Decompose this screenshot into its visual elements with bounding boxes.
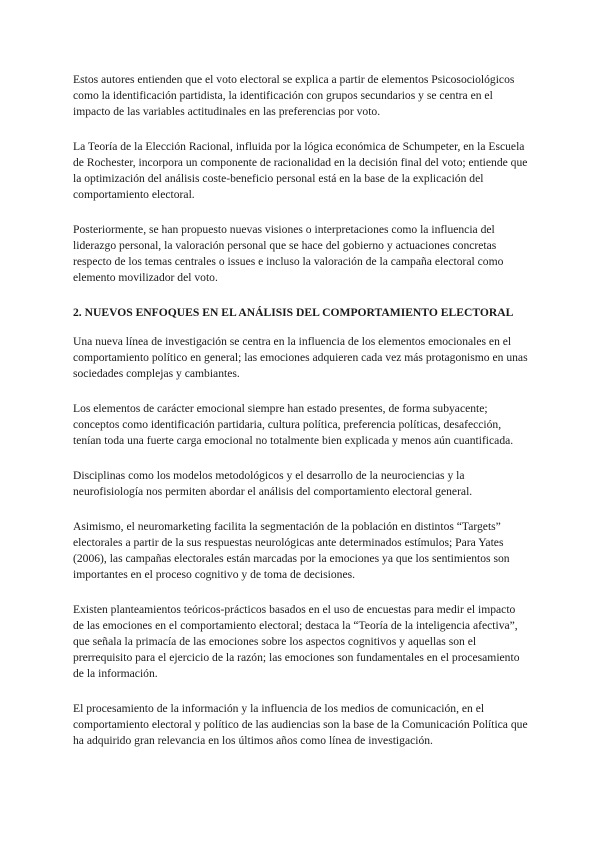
paragraph-eleccion-racional: La Teoría de la Elección Racional, influida por la lógica económica de Schumpeter, en la Escuela de Rochester, incorpora un componente de racionalidad en la decisión final del voto; entiende que la optimización del análisis coste-beneficio personal está en la base de la explicación del comportamiento electoral. [73,140,528,201]
paragraph-inteligencia-afectiva: Existen planteamientos teóricos-prácticos basados en el uso de encuestas para medir el impacto de las emociones en el comportamiento electoral; destaca la “Teoría de la inteligencia afectiva”, que señala la primacía de las emociones sobre los aspectos cognitivos y aquellas son el prerrequisito para el ejercicio de la razón; las emociones son fundamentales en el procesamiento de la información. [73,603,520,680]
paragraph-voto-psicosociologico: Estos autores entienden que el voto electoral se explica a partir de elementos Psicosociológicos como la identificación partidista, la identificación con grupos secundarios y se centra en el impacto de las variables actitudinales en las preferencias por voto. [73,73,515,118]
paragraph-nuevas-visiones: Posteriormente, se han propuesto nuevas visiones o interpretaciones como la influencia del liderazgo personal, la valoración personal que se hace del gobierno y actuaciones concretas respecto de los temas centrales o issues e incluso la valoración de la campaña electoral como elemento movilizador del voto. [73,223,504,284]
paragraph-comunicacion-politica: El procesamiento de la información y la influencia de los medios de comunicación, en el comportamiento electoral y político de las audiencias son la base de la Comunicación Política que ha adquirido gran relevancia en los últimos años como línea de investigación. [73,702,528,747]
paragraph-elementos-emocionales: Una nueva línea de investigación se centra en la influencia de los elementos emocionales en el comportamiento político en general; las emociones adquieren cada vez más protagonismo en unas sociedades complejas y cambiantes. [73,335,528,380]
paragraph-neuromarketing: Asimismo, el neuromarketing facilita la segmentación de la población en distintos “Targets” electorales a partir de la sus respuestas neurológicas ante determinados estímulos; Para Yates (2006), las campañas electorales están marcadas por la emociones ya que los sentimientos son importantes en el proceso cognitivo y de toma de decisiones. [73,520,510,581]
paragraph-neurociencias: Disciplinas como los modelos metodológicos y el desarrollo de la neurociencias y la neurofisiología nos permiten abordar el análisis del comportamiento electoral general. [73,469,473,498]
document-body [73,72,529,768]
section-heading: 2. NUEVOS ENFOQUES EN EL ANÁLISIS DEL COMPORTAMIENTO ELECTORAL [73,306,514,319]
paragraph-caracter-emocional: Los elementos de carácter emocional siempre han estado presentes, de forma subyacente; conceptos como identificación partidaria, cultura política, preferencia políticas, desafección, tenían toda una fuerte carga emocional no totalmente bien explicada y menos aún cuantificada. [73,402,514,447]
